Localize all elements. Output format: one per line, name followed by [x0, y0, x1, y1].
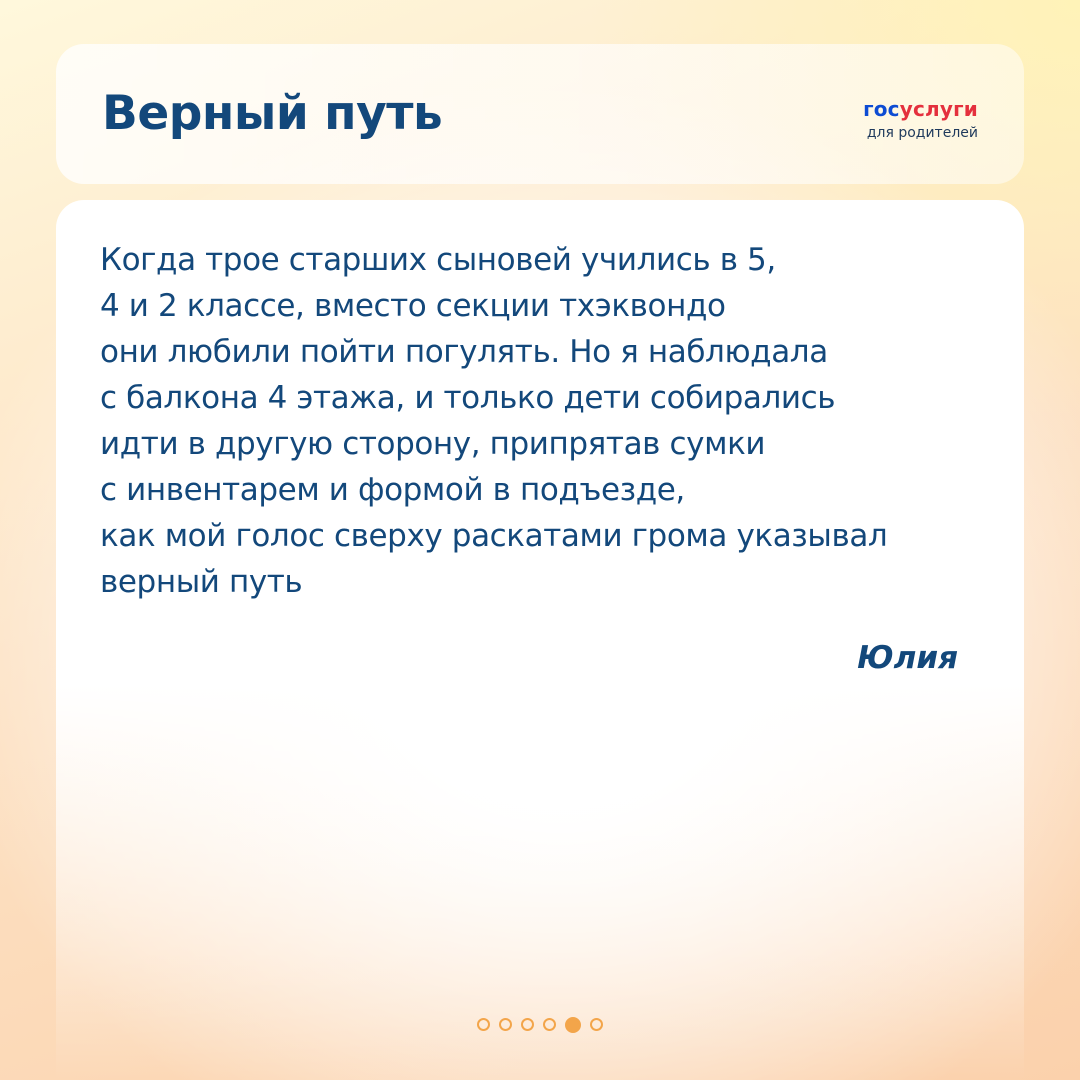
- pager-dot[interactable]: [477, 1018, 490, 1031]
- story-text: [100, 237, 980, 605]
- logo-part-uslugi: услуги: [899, 97, 978, 121]
- pager-dot-active[interactable]: [565, 1017, 581, 1033]
- story-line: 4 и 2 классе, вместо секции тхэквондо: [100, 288, 726, 324]
- story-line: с балкона 4 этажа, и только дети собирались: [100, 380, 836, 416]
- gosuslugi-logo[interactable]: [863, 98, 978, 141]
- carousel-pager: [0, 1018, 1080, 1033]
- logo-subtitle: для родителей: [866, 125, 978, 141]
- story-line: идти в другую сторону, припрятав сумки: [100, 426, 766, 462]
- story-line: верный путь: [100, 564, 303, 600]
- story-line: Когда трое старших сыновей учились в 5,: [100, 242, 776, 278]
- story-card: [56, 200, 1024, 1080]
- author-signature: Юлия: [857, 640, 958, 676]
- logo-part-gos: гос: [863, 97, 900, 121]
- pager-dot[interactable]: [521, 1018, 534, 1031]
- pager-dot[interactable]: [499, 1018, 512, 1031]
- pager-dot[interactable]: [590, 1018, 603, 1031]
- pager-dot[interactable]: [543, 1018, 556, 1031]
- page-title: Верный путь: [102, 86, 443, 141]
- header-card: [56, 44, 1024, 184]
- story-line: они любили пойти погулять. Но я наблюдала: [100, 334, 828, 370]
- logo-wordmark: [863, 98, 978, 120]
- story-line: с инвентарем и формой в подъезде,: [100, 472, 685, 508]
- story-line: как мой голос сверху раскатами грома указывал: [100, 518, 888, 554]
